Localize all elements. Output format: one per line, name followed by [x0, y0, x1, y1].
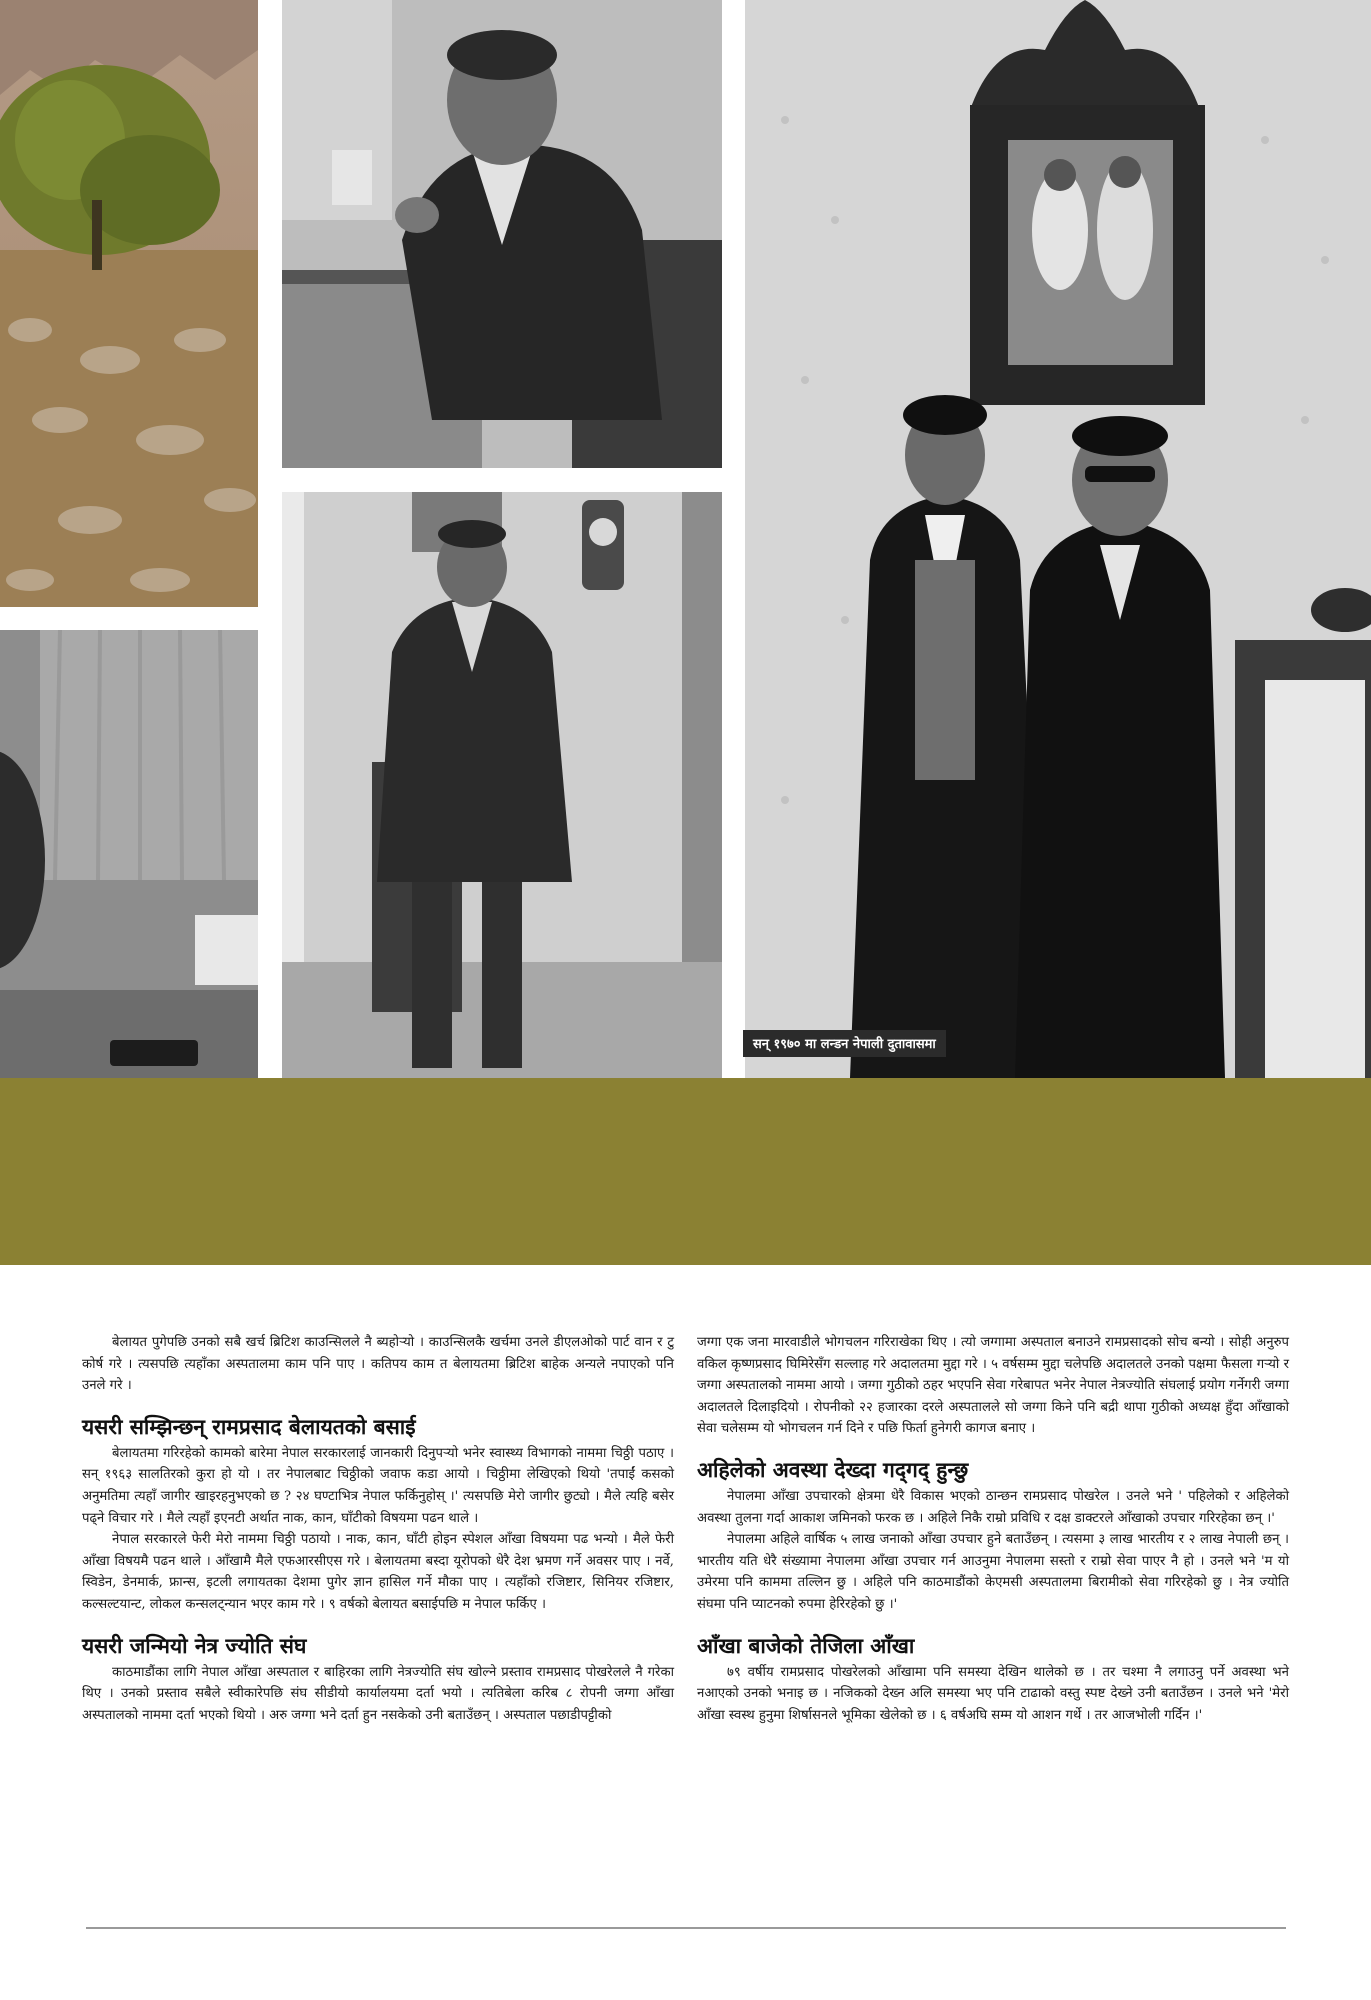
historic-photo-two-men [745, 0, 1371, 1078]
landscape-photo [0, 0, 258, 607]
section-heading: यसरी जन्मियो नेत्र ज्योति संघ [82, 1633, 307, 1658]
section-heading: आँखा बाजेको तेजिला आँखा [697, 1633, 915, 1658]
body-paragraph: नेपालमा आँखा उपचारको क्षेत्रमा धेरै विकास भएको ठान्छन रामप्रसाद पोखरेल । उनले भने ' पहिलेको र अहिलेको अवस्था तुलना गर्दा आकाश जमिनको फरक छ । अहिले निकै राम्रो प्रविधि र दक्ष डाक्टरले आँखाको उपचार गरिरहेका छन् ।' [697, 1488, 1289, 1526]
body-paragraph: ७९ वर्षीय रामप्रसाद पोखरेलको आँखामा पनि समस्या देखिन थालेको छ । तर चश्मा नै लगाउनु पर्ने अवस्था भने नआएको उनको भनाइ छ । नजिकको देख्न अलि समस्या भए पनि टाढाको वस्तु स्पष्ट देख्ने उनी बताउँछन । उनले भने 'मेरो आँखा स्वस्थ हुनुमा शिर्षासनले भूमिका खेलेको छ । ६ वर्षअघि सम्म यो आशन गर्थे । तर आजभोली गर्दिन ।' [697, 1664, 1289, 1723]
section-heading: यसरी सम्झिन्छन् रामप्रसाद बेलायतको बसाई [82, 1414, 416, 1439]
body-paragraph: काठमाडौंका लागि नेपाल आँखा अस्पताल र बाहिरका लागि नेत्रज्योति संघ खोल्ने प्रस्ताव रामप्रसाद पोखरेलले नै गरेका थिए । उनको प्रस्ताव सबैले स्वीकारेपछि संघ सीडीयो कार्यालयमा दर्ता भयो । त्यतिबेला करिब ८ रोपनी जग्गा आँखा अस्पतालको नाममा दर्ता भएको थियो । अरु जग्गा भने दर्ता हुन नसकेको उनी बताउँछन् । अस्पताल पछाडीपट्टीको [82, 1664, 674, 1723]
body-paragraph: बेलायतमा गरिरहेको कामको बारेमा नेपाल सरकारलाई जानकारी दिनुपर्‍यो भनेर स्वास्थ्य विभागको नाममा चिठ्ठी पठाए । सन् १९६३ सालतिरको कुरा हो यो । तर नेपालबाट चिठ्ठीको जवाफ कडा आयो । चिठ्ठीमा लेखिएको थियो 'तपाईं कसको अनुमतिमा त्यहाँ जागीर खाइरहनुभएको छ ? २४ घण्टाभित्र नेपाल फर्किनुहोस् ।' त्यसपछि मेरो जागीर छुट्यो । मैले त्यहि बसेर पढ्ने विचार गरे । मैले त्यहाँ इएनटी अर्थात नाक, कान, घाँटीको विषयमा पढन थाले । [82, 1445, 674, 1526]
office-desk-photo [0, 630, 258, 1078]
body-paragraph: नेपालमा अहिले वार्षिक ५ लाख जनाको आँखा उपचार हुने बताउँछन् । त्यसमा ३ लाख भारतीय र २ लाख नेपाली छन् । भारतीय यति धेरै संख्यामा नेपालमा आँखा उपचार गर्न आउनुमा नेपालमा सस्तो र राम्रो सेवा पाएर नै हो । उनले भने 'म यो उमेरमा पनि काममा तल्लिन छु । अहिले पनि काठमाडौंको केएमसी अस्पतालमा बिरामीको सेवा गरिरहेको छु । नेत्र ज्योति संघमा पनि प्याटनको रुपमा हेरिरहेको छु ।' [697, 1532, 1289, 1612]
article-column-left [82, 1332, 674, 1726]
body-paragraph: बेलायत पुगेपछि उनको सबै खर्च ब्रिटिश काउन्सिलले नै ब्यहोर्‍यो । काउन्सिलकै खर्चमा उनले डीएलओको पार्ट वान र टु कोर्ष गरे । त्यसपछि त्यहाँका अस्पतालमा काम पनि पाए । कतिपय काम त बेलायतमा ब्रिटिश बाहेक अन्यले नपाएको पनि उनले गरे । [82, 1335, 674, 1394]
footer-rule [86, 1927, 1286, 1929]
seated-man-photo [282, 0, 722, 468]
photo-caption: सन् १९७० मा लन्डन नेपाली दुतावासमा [743, 1030, 946, 1057]
accent-band [0, 1078, 1371, 1265]
standing-man-photo [282, 492, 722, 1078]
body-paragraph: जग्गा एक जना मारवाडीले भोगचलन गरिराखेका थिए । त्यो जग्गामा अस्पताल बनाउने रामप्रसादको सोच बन्यो । सोही अनुरुप वकिल कृष्णप्रसाद घिमिरेसँग सल्लाह गरे अदालतमा मुद्दा गरे । ५ वर्षसम्म मुद्दा चलेपछि अदालतले उनको पक्षमा फैसला गर्‍यो र जग्गा अस्पतालको नाममा आयो । जग्गा गुठीको ठहर भएपनि सेवा गरेबापत भनेर नेपाल नेत्रज्योति संघलाई प्रयोग गर्नेगरी जग्गा अदालतले दिलाइदियो । रोपनीको २२ हजारका दरले अस्पतालले सो जग्गा किने पनि बद्री थापा गुठीको अध्यक्ष हुँदा आँखाको सेवा चलेसम्म यो भोगचलन गर्न दिने र पछि फिर्ता हुनेगरी कागज बनाए । [697, 1335, 1289, 1437]
body-paragraph: नेपाल सरकारले फेरी मेरो नाममा चिठ्ठी पठायो । नाक, कान, घाँटी होइन स्पेशल आँखा विषयमा पढ भन्यो । मैले फेरी आँखा विषयमै पढन थाले । आँखामै मैले एफआरसीएस गरे । बेलायतमा बस्दा यूरोपको धेरै देश भ्रमण गर्ने अवसर पाए । नर्वे, स्विडेन, डेनमार्क, फ्रान्स, इटली लगायतका देशमा पुगेर ज्ञान हासिल गर्ने मौका पाए । त्यहाँको रजिष्टार, सिनियर रजिष्टार, कल्सल्टयान्ट, लोकल कन्सलट्न्यान भएर काम गरे । ९ वर्षको बेलायत बसाईपछि म नेपाल फर्किए । [82, 1532, 674, 1612]
section-heading: अहिलेको अवस्था देख्दा गद्‌गद् हुन्छु [697, 1457, 969, 1482]
article-column-right [697, 1332, 1289, 1726]
